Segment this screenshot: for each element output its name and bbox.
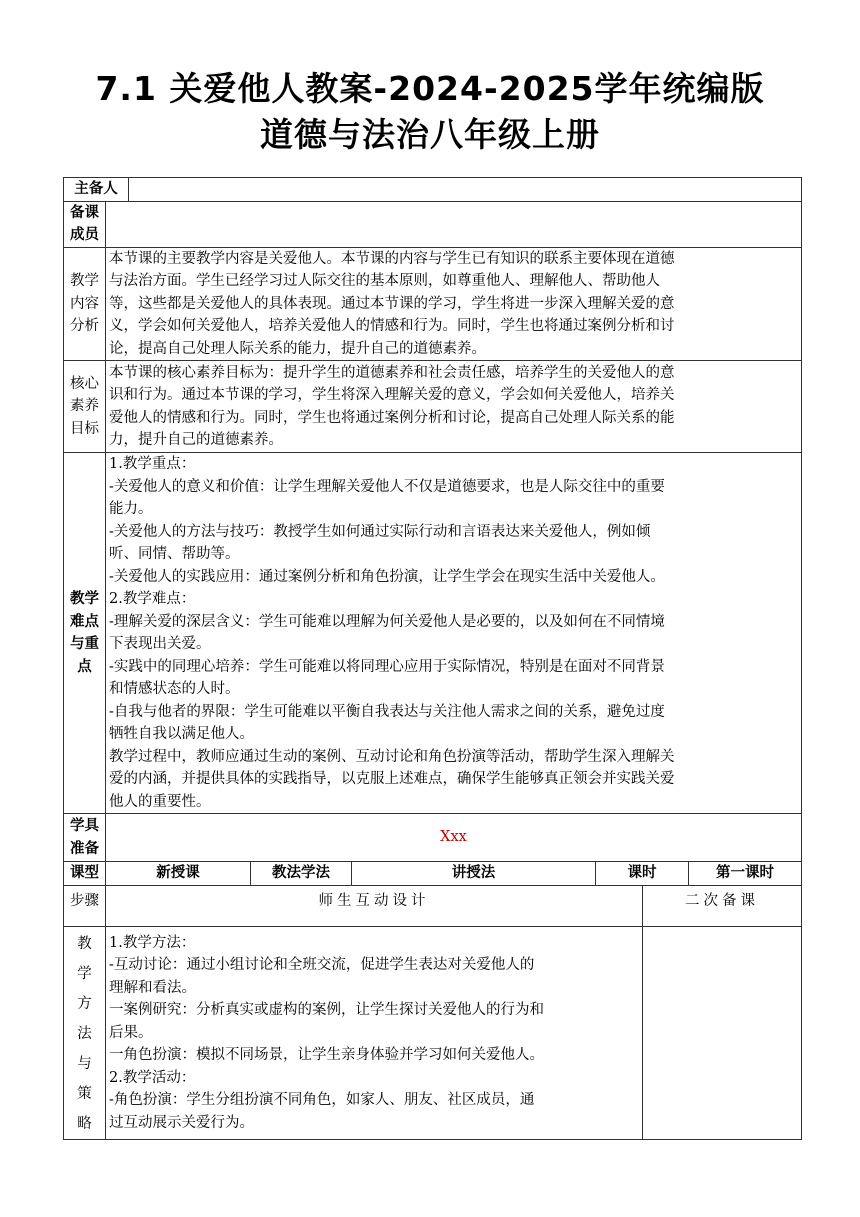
core-goals-text: 本节课的核心素养目标为：提升学生的道德素养和社会责任感，培养学生的关爱他人的意 识和行为。通过本节课的学习，学生将深入理解关爱的意义，学会如何关爱他人，培养关 爱他人的情感和行为。同时，学生也将通过案例分析和讨论，提高自己处理人际关系的能 力，提升自己的道德素养。 — [106, 361, 802, 453]
core-goals-label: 核心 素养 目标 — [64, 361, 106, 453]
methods-second-prep — [643, 926, 802, 1139]
key-points-text: 1.教学重点： -关爱他人的意义和价值：让学生理解关爱他人不仅是道德要求，也是人际交往中的重要 能力。 -关爱他人的方法与技巧：教授学生如何通过实际行动和言语表达来关爱他人，例如倾 听、同情、帮助等。 -关爱他人的实践应用：通过案例分析和角色扮演，让学生学会在现实生活中关爱他人。 2.教学难点： -理解关爱的深层含义：学生可能难以理解为何关爱他人是必要的，以及如何在不同情境 下表现出关爱。 -实践中的同理心培养：学生可能难以将同理心应用于实际情况，特别是在面对不同背景 和情感状态的人时。 -自我与他者的界限：学生可能难以平衡自我表达与关注他人需求之间的关系，避免过度 牺牲自我以满足他人。 教学过程中，教师应通过生动的案例、互动讨论和角色扮演等活动，帮助学生深入理解关 爱的内涵，并提供具体的实践指导，以克服上述难点，确保学生能够真正领会并实践关爱 他人的重要性。 — [106, 453, 802, 814]
title-line-1: 7.1 关爱他人教案-2024-2025学年统编版 — [95, 69, 765, 108]
row-key-points — [64, 453, 802, 814]
content-analysis-text: 本节课的主要教学内容是关爱他人。本节课的内容与学生已有知识的联系主要体现在道德 与法治方面。学生已经学习过人际交往的基本原则，如尊重他人、理解他人、帮助他人 等，这些都是关爱他人的具体表现。通过本节课的学习，学生将进一步深入理解关爱的意 义，学会如何关爱他人，培养关爱他人的情感和行为。同时，学生也将通过案例分析和讨 论，提高自己处理人际关系的能力，提升自己的道德素养。 — [106, 247, 802, 361]
materials-label: 学具 准备 — [64, 814, 106, 862]
lesson-type-label: 课型 — [64, 862, 106, 886]
row-methods — [64, 926, 802, 1139]
period-label: 课时 — [596, 862, 689, 886]
methods-text: 1.教学方法： -互动讨论：通过小组讨论和全班交流，促进学生表达对关爱他人的 理解和看法。 一案例研究：分析真实或虚构的案例，让学生探讨关爱他人的行为和 后果。 一角色扮演：模拟不同场景，让学生亲身体验并学习如何关爱他人。 2.教学活动： -角色扮演：学生分组扮演不同角色，如家人、朋友、社区成员，通 过互动展示关爱行为。 — [106, 926, 643, 1139]
row-materials — [64, 814, 802, 862]
members-value — [106, 201, 802, 247]
teaching-method-label: 教法学法 — [251, 862, 352, 886]
interaction-design-header: 师生互动设计 — [106, 885, 643, 926]
period-value: 第一课时 — [689, 862, 802, 886]
row-core-goals — [64, 361, 802, 453]
main-preparer-value — [129, 178, 802, 202]
key-points-label: 教学 难点 与重 点 — [64, 453, 106, 814]
methods-label: 教 学 方 法 与 策 略 — [64, 926, 106, 1139]
content-analysis-label: 教学 内容 分析 — [64, 247, 106, 361]
materials-value: Xxx — [106, 814, 802, 862]
row-steps-header — [64, 885, 802, 926]
row-main-preparer — [64, 178, 802, 202]
document-title — [0, 66, 860, 158]
title-line-2: 道德与法治八年级上册 — [260, 115, 600, 154]
teaching-method-value: 讲授法 — [352, 862, 596, 886]
members-label: 备课 成员 — [64, 201, 106, 247]
second-prep-header: 二次备课 — [643, 885, 802, 926]
steps-label: 步骤 — [64, 885, 106, 926]
main-preparer-label: 主备人 — [64, 178, 129, 202]
row-content-analysis — [64, 247, 802, 361]
row-members — [64, 201, 802, 247]
row-lesson-type — [64, 862, 802, 886]
lesson-plan-table — [63, 177, 802, 1140]
lesson-type-value: 新授课 — [106, 862, 251, 886]
